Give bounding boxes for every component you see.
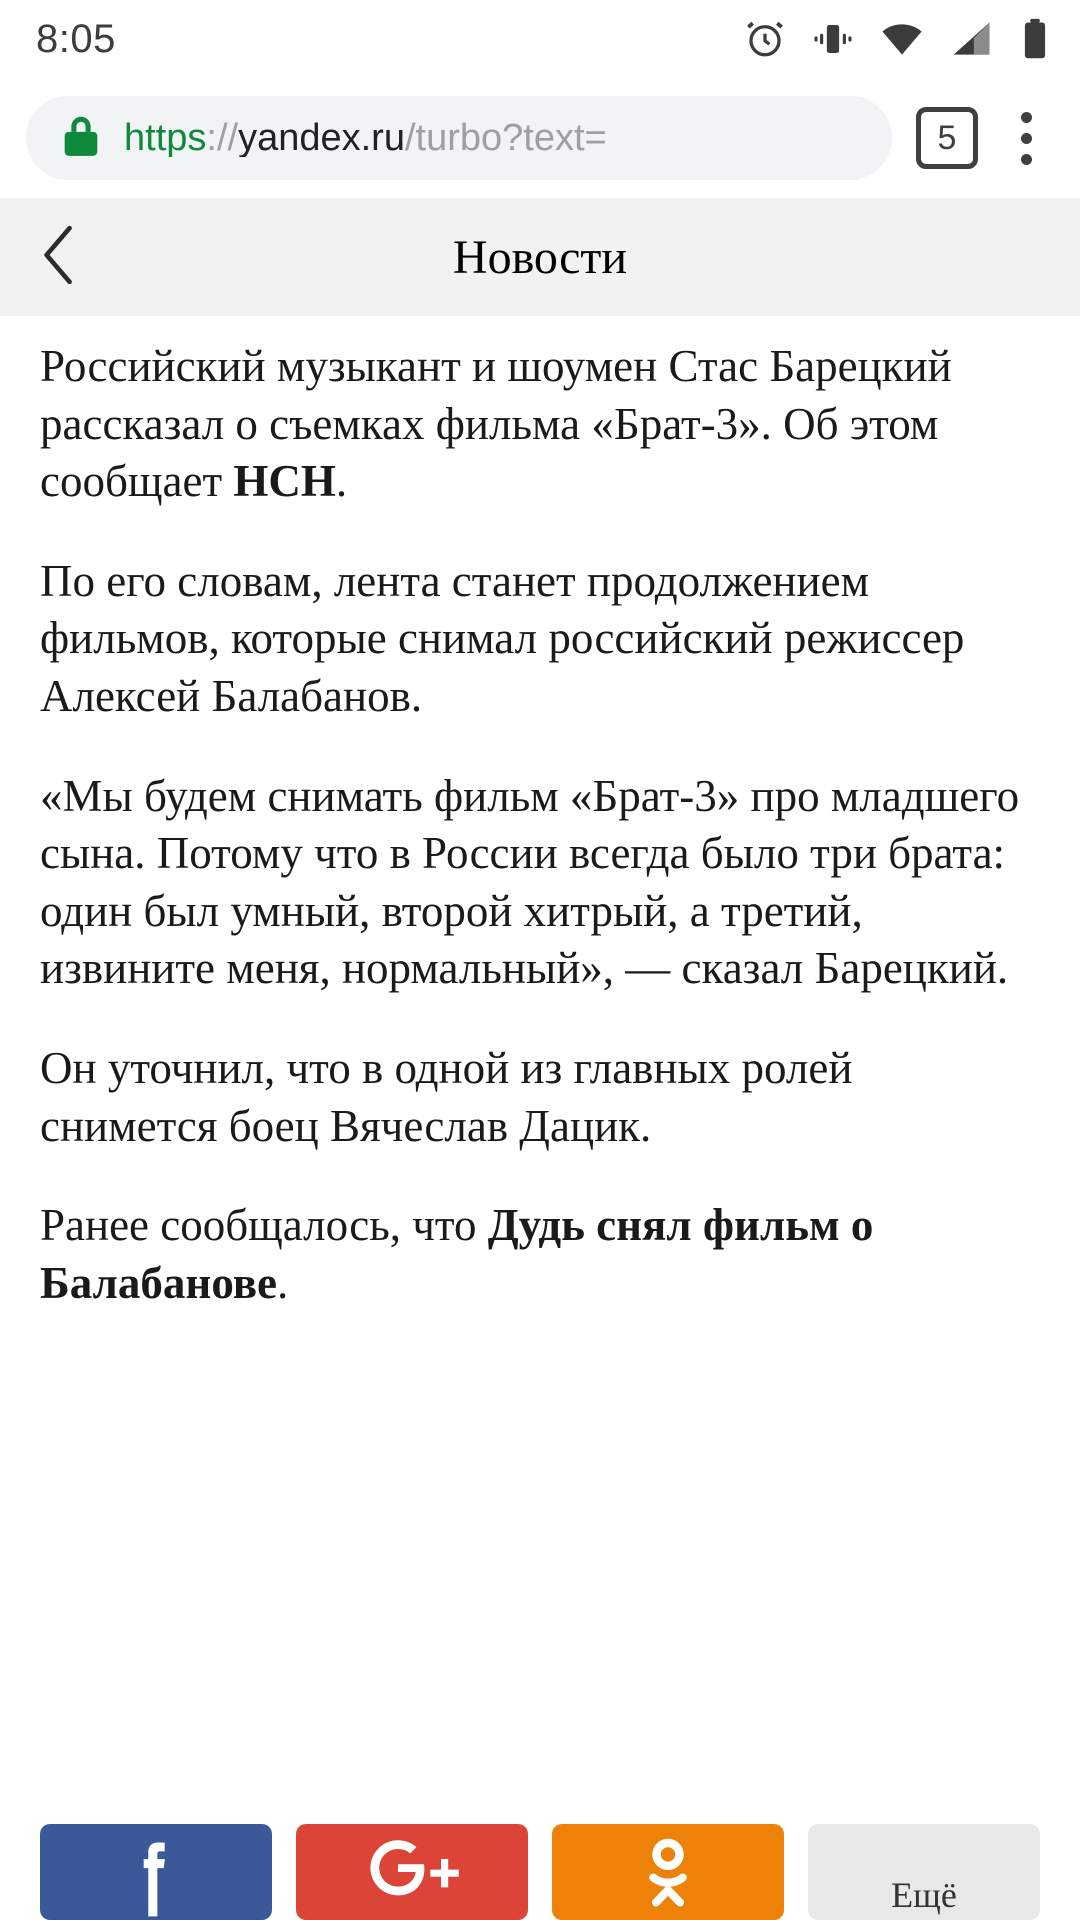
alarm-icon [744, 18, 786, 60]
article-paragraph: Он уточнил, что в одной из главных ролей снимется боец Вячеслав Дацик. [40, 1042, 853, 1151]
paragraph-bold-nsn: НСН [233, 456, 336, 507]
address-bar[interactable] [26, 96, 892, 180]
paragraph-text: Ранее сообщалось, что [40, 1200, 488, 1251]
google-plus-icon [364, 1830, 460, 1914]
article-body [0, 316, 1080, 1312]
article-paragraph: По его словам, лента станет продолжением фильмов, которые снимал российский режиссер Алексей Балабанов. [40, 555, 965, 721]
article-paragraph [40, 338, 1040, 511]
article-paragraph: «Мы будем снимать фильм «Брат-3» про младшего сына. Потому что в России всегда было три брата: один был умный, второй хитрый, а третий, извините меня, нормальный», — сказал Барецкий. [40, 770, 1020, 994]
status-clock: 8:05 [36, 16, 116, 61]
facebook-icon [129, 1827, 183, 1917]
article-container [0, 316, 1080, 1920]
wifi-icon [880, 17, 924, 61]
odnoklassniki-icon [644, 1829, 692, 1915]
tab-switcher-button[interactable]: 5 [916, 107, 978, 169]
page-title: Новости [452, 230, 628, 284]
status-bar [0, 0, 1080, 78]
url-host: yandex.ru [238, 119, 405, 157]
paragraph-bold-link[interactable]: Дудь снял фильм о Балабанове [40, 1200, 874, 1308]
paragraph-tail: . [335, 456, 348, 507]
browser-toolbar [0, 78, 1080, 198]
url-text [124, 119, 607, 157]
share-row [0, 1824, 1080, 1920]
share-facebook-button[interactable] [40, 1824, 272, 1920]
signal-icon [950, 17, 994, 61]
url-scheme: https [124, 119, 207, 157]
status-icons [744, 17, 1050, 61]
paragraph-text: Российский музыкант и шоумен Стас Барецкий рассказал о съемках фильма «Брат-3». Об этом сообщает [40, 341, 952, 507]
paragraph-tail: . [276, 1257, 289, 1308]
url-separator: :// [206, 119, 239, 157]
overflow-menu-icon[interactable] [996, 112, 1056, 165]
share-odnoklassniki-button[interactable] [552, 1824, 784, 1920]
url-path: /turbo?text= [404, 119, 607, 157]
battery-icon [1020, 17, 1050, 61]
share-more-button[interactable]: Ещё [808, 1824, 1040, 1920]
page-header [0, 198, 1080, 316]
share-google-plus-button[interactable] [296, 1824, 528, 1920]
article-paragraph [40, 1197, 1040, 1312]
lock-icon [60, 113, 102, 164]
vibrate-icon [812, 18, 854, 60]
